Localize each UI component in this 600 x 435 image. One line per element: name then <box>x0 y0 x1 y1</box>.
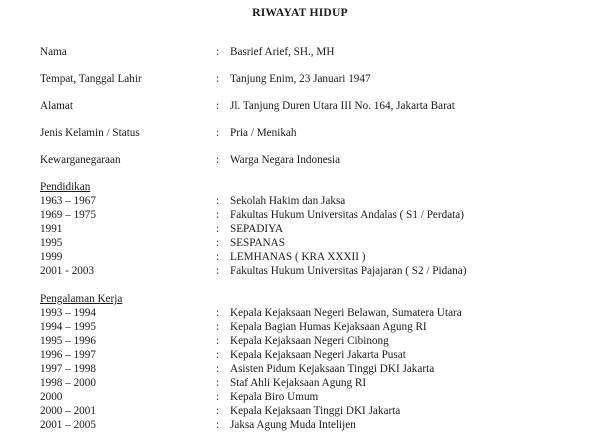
period: 1998 – 2000 <box>40 377 96 389</box>
separator: : <box>216 251 220 263</box>
education-value: SEPADIYA <box>230 223 284 235</box>
separator: : <box>216 405 220 417</box>
work-row <box>0 306 600 320</box>
separator: : <box>216 349 220 361</box>
personal-row-address <box>0 99 600 113</box>
work-heading: Pengalaman Kerja <box>40 293 123 305</box>
personal-row-gender-status <box>0 126 600 140</box>
work-row <box>0 376 600 390</box>
separator: : <box>216 223 220 235</box>
education-row <box>0 264 600 278</box>
work-row <box>0 334 600 348</box>
education-row <box>0 250 600 264</box>
work-row <box>0 348 600 362</box>
period: 1997 – 1998 <box>40 363 96 375</box>
work-value: Kepala Kejaksaan Negeri Belawan, Sumatera Utara <box>230 307 462 319</box>
education-row <box>0 194 600 208</box>
separator: : <box>216 307 220 319</box>
period: 1999 <box>40 251 63 263</box>
period: 2001 - 2003 <box>40 265 95 277</box>
separator: : <box>216 100 220 112</box>
separator: : <box>216 73 220 85</box>
education-row <box>0 208 600 222</box>
separator: : <box>216 377 220 389</box>
work-row <box>0 320 600 334</box>
education-row <box>0 222 600 236</box>
work-value: Asisten Pidum Kejaksaan Tinggi DKI Jakarta <box>230 363 435 375</box>
period: 1969 – 1975 <box>40 209 96 221</box>
work-value: Jaksa Agung Muda Intelijen <box>230 419 356 431</box>
personal-row-name <box>0 45 600 59</box>
document-title: RIWAYAT HIDUP <box>252 6 348 19</box>
field-value: Jl. Tanjung Duren Utara III No. 164, Jakarta Barat <box>230 100 455 112</box>
field-value: Tanjung Enim, 23 Januari 1947 <box>230 73 371 85</box>
period: 1996 – 1997 <box>40 349 96 361</box>
separator: : <box>216 363 220 375</box>
separator: : <box>216 335 220 347</box>
field-value: Pria / Menikah <box>230 127 297 139</box>
separator: : <box>216 46 220 58</box>
separator: : <box>216 321 220 333</box>
separator: : <box>216 391 220 403</box>
education-value: LEMHANAS ( KRA XXXII ) <box>230 251 366 263</box>
period: 1994 – 1995 <box>40 321 96 333</box>
education-heading: Pendidikan <box>40 181 91 193</box>
period: 1995 – 1996 <box>40 335 96 347</box>
personal-row-birth <box>0 72 600 86</box>
period: 1995 <box>40 237 63 249</box>
education-value: Sekolah Hakim dan Jaksa <box>230 195 346 207</box>
work-row <box>0 418 600 432</box>
separator: : <box>216 127 220 139</box>
period: 1993 – 1994 <box>40 307 96 319</box>
period: 2001 – 2005 <box>40 419 96 431</box>
education-value: Fakultas Hukum Universitas Andalas ( S1 / Perdata) <box>230 209 464 221</box>
period: 2000 <box>40 391 63 403</box>
field-label: Nama <box>40 46 67 58</box>
education-value: Fakultas Hukum Universitas Pajajaran ( S2 / Pidana) <box>230 265 467 277</box>
field-label: Tempat, Tanggal Lahir <box>40 73 142 85</box>
period: 1963 – 1967 <box>40 195 96 207</box>
work-value: Kepala Kejaksaan Negeri Cibinong <box>230 335 389 347</box>
education-row <box>0 236 600 250</box>
field-label: Kewarganegaraan <box>40 154 121 166</box>
education-value: SESPANAS <box>230 237 285 249</box>
field-label: Jenis Kelamin / Status <box>40 127 140 139</box>
work-row <box>0 390 600 404</box>
work-row <box>0 404 600 418</box>
work-value: Kepala Biro Umum <box>230 391 319 403</box>
separator: : <box>216 419 220 431</box>
field-label: Alamat <box>40 100 73 112</box>
period: 1991 <box>40 223 63 235</box>
personal-row-citizenship <box>0 153 600 167</box>
separator: : <box>216 195 220 207</box>
work-value: Kepala Bagian Humas Kejaksaan Agung RI <box>230 321 427 333</box>
separator: : <box>216 265 220 277</box>
field-value: Warga Negara Indonesia <box>230 154 341 166</box>
work-value: Kepala Kejaksaan Negeri Jakarta Pusat <box>230 349 406 361</box>
work-value: Staf Ahli Kejaksaan Agung RI <box>230 377 367 389</box>
work-value: Kepala Kejaksaan Tinggi DKI Jakarta <box>230 405 401 417</box>
separator: : <box>216 209 220 221</box>
field-value: Basrief Arief, SH., MH <box>230 46 335 58</box>
separator: : <box>216 154 220 166</box>
separator: : <box>216 237 220 249</box>
work-row <box>0 362 600 376</box>
period: 2000 – 2001 <box>40 405 96 417</box>
